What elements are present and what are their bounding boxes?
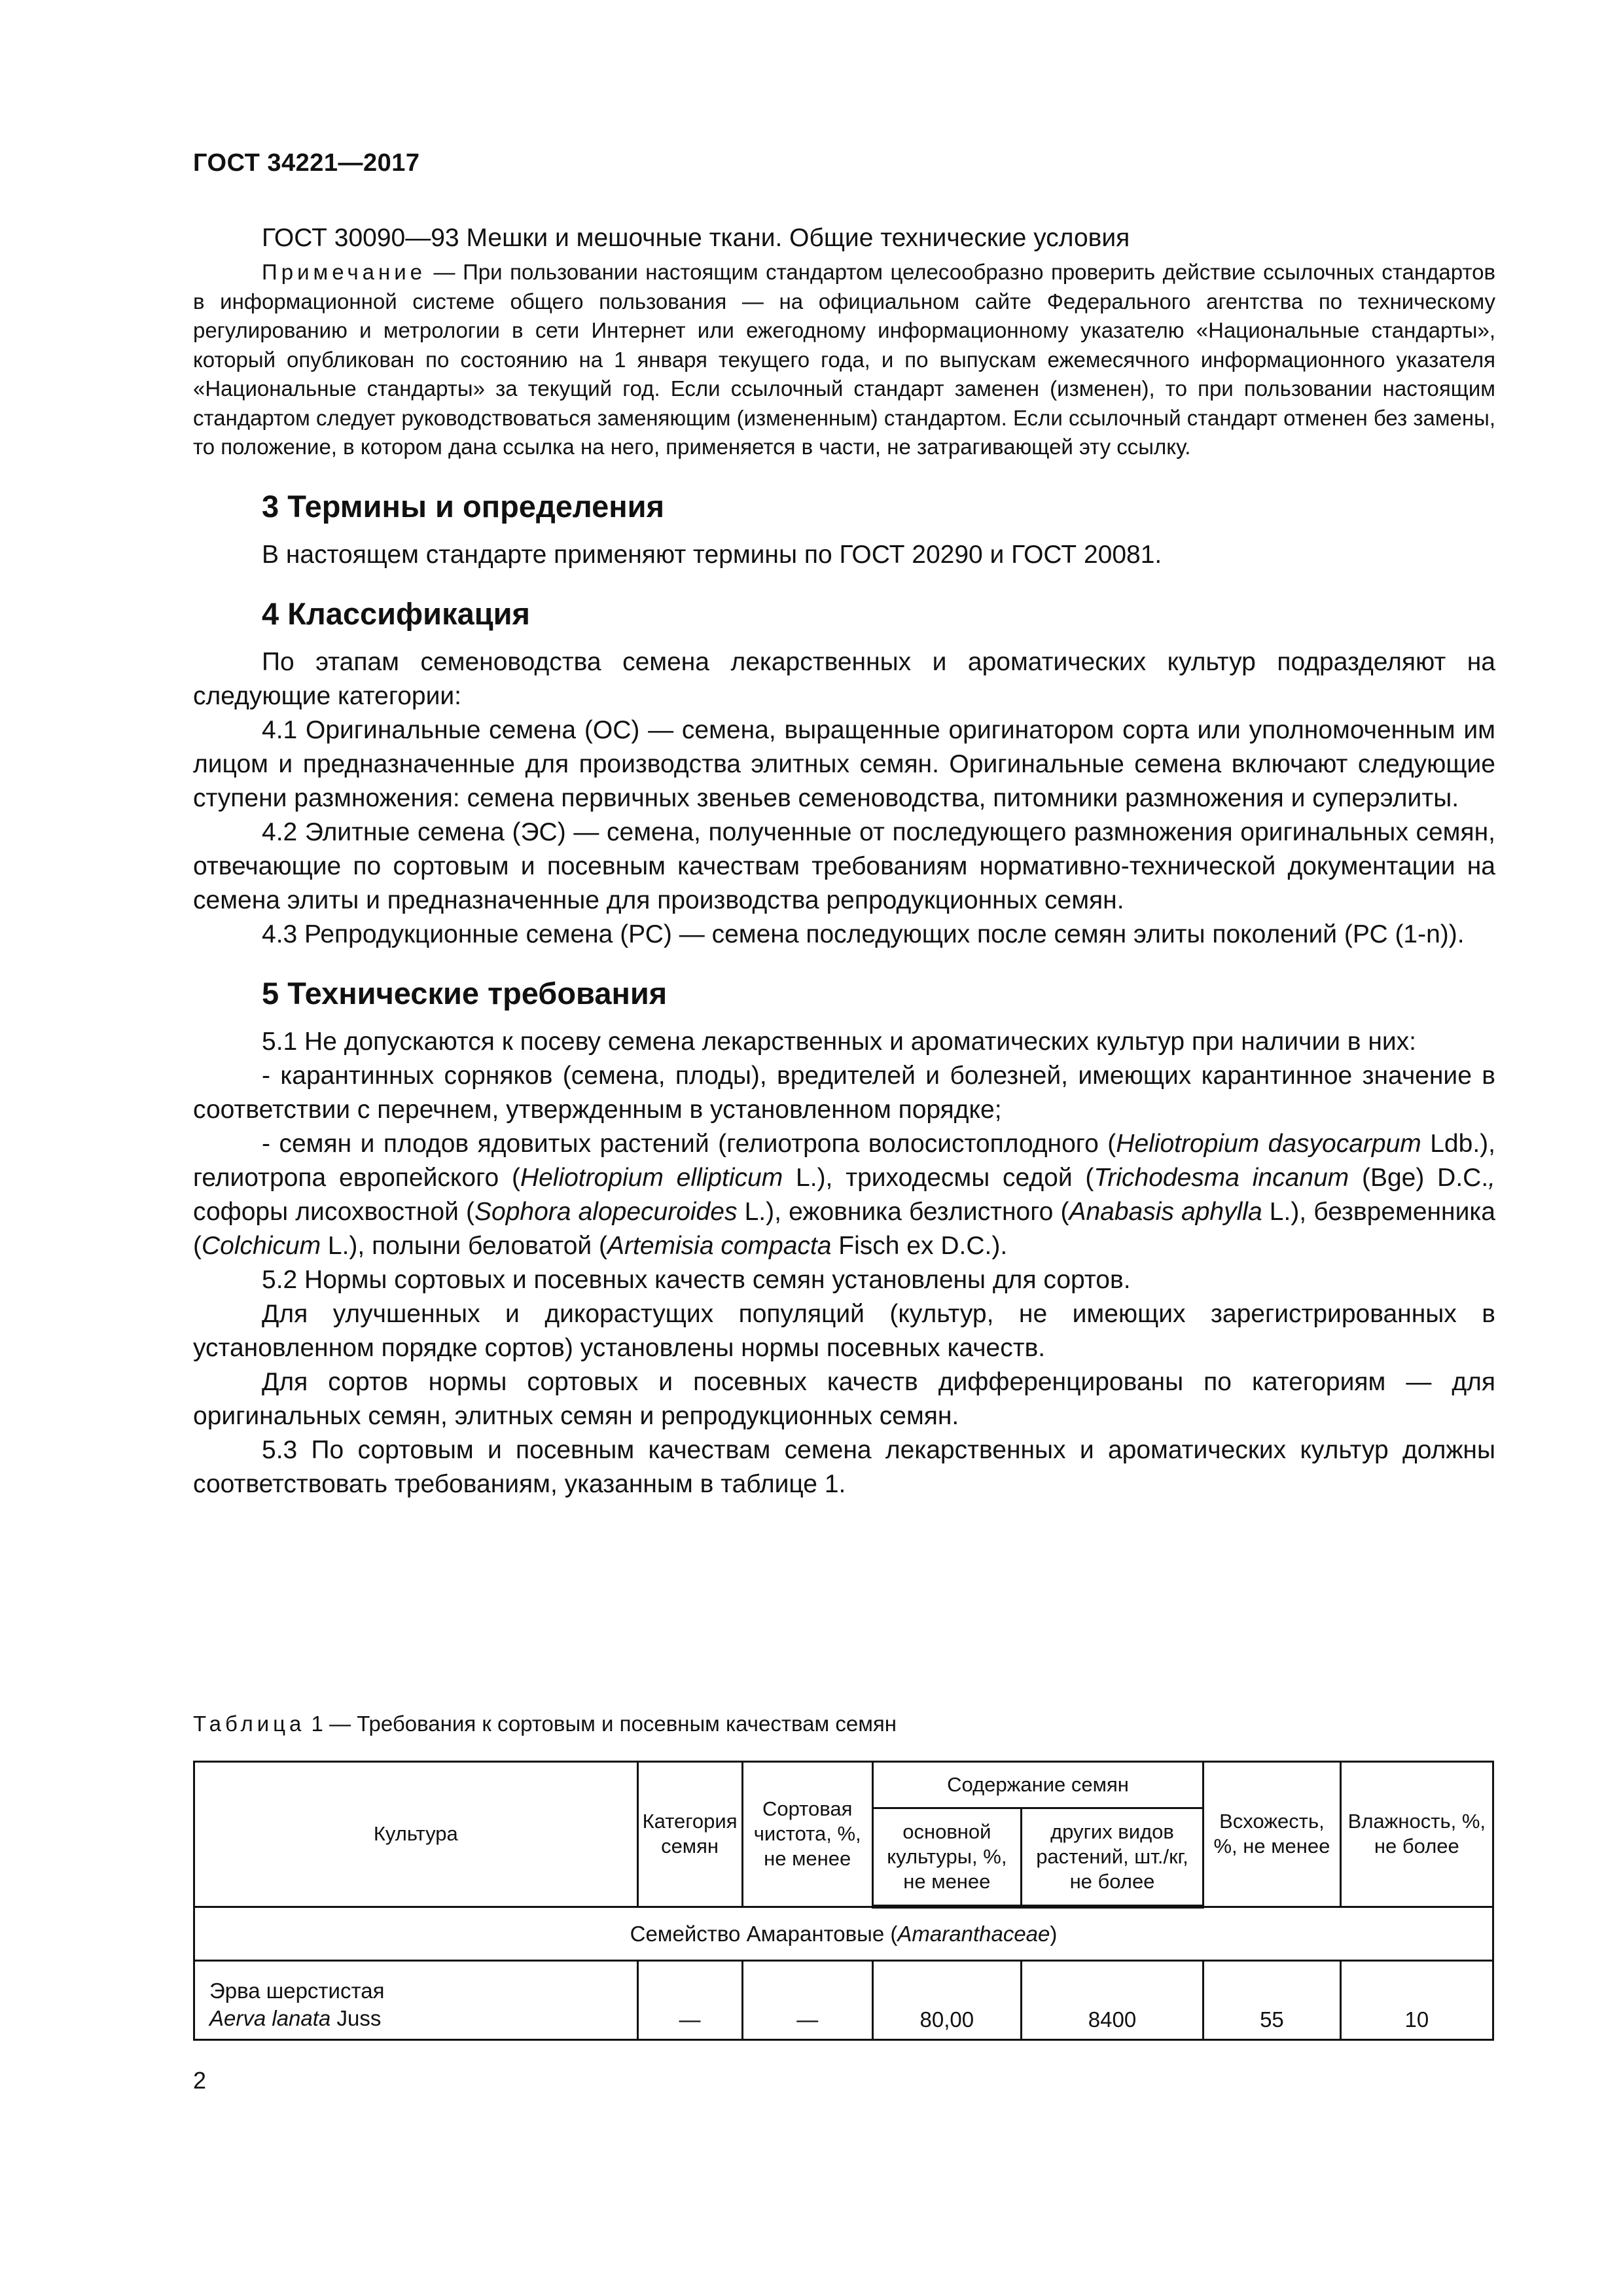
section-4-intro: По этапам семеноводства семена лекарственных и ароматических культур подразделяют на следующие категории: <box>193 647 1495 710</box>
table-caption: Таблица 1 — Требования к сортовым и посевным качествам семян <box>193 1712 897 1736</box>
clause-5-1-bullet-2: - семян и плодов ядовитых растений (гелиотропа волосистоплодного (Heliotropium dasyocarpum Ldb.), гелиотропа европейского (Heliotropium ellipticum L.), триходесмы седой (Trichodesma incanum (Bge) D.C., софоры лисохвостной (Sophora alopecuroides L.), ежовника безлистного (Anabasis aphylla L.), безвременника (Colchicum L.), полыни беловатой (Artemisia compacta Fisch ex D.C.). <box>193 1129 1496 1260</box>
family-row: Семейство Амарантовые (Amaranthaceae) <box>194 1907 1493 1961</box>
main-crop-cell: 80,00 <box>872 1961 1021 2040</box>
seed-requirements-table <box>193 1761 1494 2041</box>
header-other-species: других видов растений, шт./кг, не более <box>1021 1808 1203 1907</box>
section-5-heading: 5 Технические требования <box>262 975 668 1011</box>
header-main-crop: основной культуры, %, не менее <box>872 1808 1021 1907</box>
crop-name-cell: Эрва шерстистая Aerva lanata Juss <box>194 1961 638 2040</box>
clause-4-2: 4.2 Элитные семена (ЭС) — семена, полученные от последующего размножения оригинальных семян, отвечающие по сортовым и посевным качествам требованиям нормативно-технической документации на семена элиты и предназначенные для производства репродукционных семян. <box>193 817 1495 914</box>
header-purity: Сортовая чистота, %, не менее <box>742 1762 872 1907</box>
table-row <box>194 1961 1493 2040</box>
note-text: — При пользовании настоящим стандартом целесообразно проверить действие ссылочных стандартов в информационной системе общего пользования — на официальном сайте Федерального агентства по техническому регулированию и метрологии в сети Интернет или ежегодному информационному указателю «Национальные стандарты», который опубликован по состоянию на 1 января текущего года, и по выпускам ежемесячного информационного указателя «Национальные стандарты» за текущий год. Если ссылочный стандарт заменен (изменен), то при пользовании настоящим стандартом следует руководствоваться заменяющим (измененным) стандартом. Если ссылочный стандарт отменен без замены, то положение, в котором дана ссылка на него, применяется в части, не затрагивающей эту ссылку. <box>193 260 1495 459</box>
clause-5-3: 5.3 По сортовым и посевным качествам семена лекарственных и ароматических культур должны соответствовать требованиям, указанным в таблице 1. <box>193 1435 1495 1498</box>
other-species-cell: 8400 <box>1021 1961 1203 2040</box>
header-seed-content: Содержание семян <box>872 1762 1203 1808</box>
document-code-header: ГОСТ 34221—2017 <box>193 149 420 177</box>
page-content <box>193 221 1495 1501</box>
clause-4-1: 4.1 Оригинальные семена (ОС) — семена, выращенные оригинатором сорта или уполномоченным им лицом и предназначенные для производства элитных семян. Оригинальные семена включают следующие ступени размножения: семена первичных звеньев семеноводства, питомники размножения и суперэлиты. <box>193 715 1495 812</box>
header-crop: Культура <box>194 1762 638 1907</box>
section-3-text: В настоящем стандарте применяют термины по ГОСТ 20290 и ГОСТ 20081. <box>262 540 1162 569</box>
reference-note <box>193 258 1495 462</box>
section-3-heading: 3 Термины и определения <box>262 488 664 524</box>
category-cell: — <box>637 1961 742 2040</box>
header-germination: Всхожесть, %, не менее <box>1204 1762 1341 1907</box>
header-category: Категория семян <box>637 1762 742 1907</box>
clause-4-3: 4.3 Репродукционные семена (РС) — семена последующих после семян элиты поколений (РС (1-n)). <box>262 920 1465 948</box>
section-4-heading: 4 Классификация <box>262 596 530 631</box>
purity-cell: — <box>742 1961 872 2040</box>
clause-5-1-bullet-1: - карантинных сорняков (семена, плоды), вредителей и болезней, имеющих карантинное значение в соответствии с перечнем, утвержденным в установленном порядке; <box>193 1061 1495 1124</box>
header-moisture: Влажность, %, не более <box>1340 1762 1493 1907</box>
note-label: Примечание <box>262 260 427 284</box>
reference-item: ГОСТ 30090—93 Мешки и мешочные ткани. Общие технические условия <box>262 224 1130 252</box>
clause-5-2: 5.2 Нормы сортовых и посевных качеств семян установлены для сортов. <box>262 1265 1131 1294</box>
germination-cell: 55 <box>1204 1961 1341 2040</box>
page-number: 2 <box>193 2067 207 2094</box>
clause-5-2-populations: Для улучшенных и дикорастущих популяций (культур, не имеющих зарегистрированных в установленном порядке сортов) установлены нормы посевных качеств. <box>193 1299 1495 1362</box>
clause-5-1: 5.1 Не допускаются к посеву семена лекарственных и ароматических культур при наличии в них: <box>262 1027 1416 1056</box>
moisture-cell: 10 <box>1340 1961 1493 2040</box>
clause-5-2-varieties: Для сортов нормы сортовых и посевных качеств дифференцированы по категориям — для оригинальных семян, элитных семян и репродукционных семян. <box>193 1367 1495 1430</box>
